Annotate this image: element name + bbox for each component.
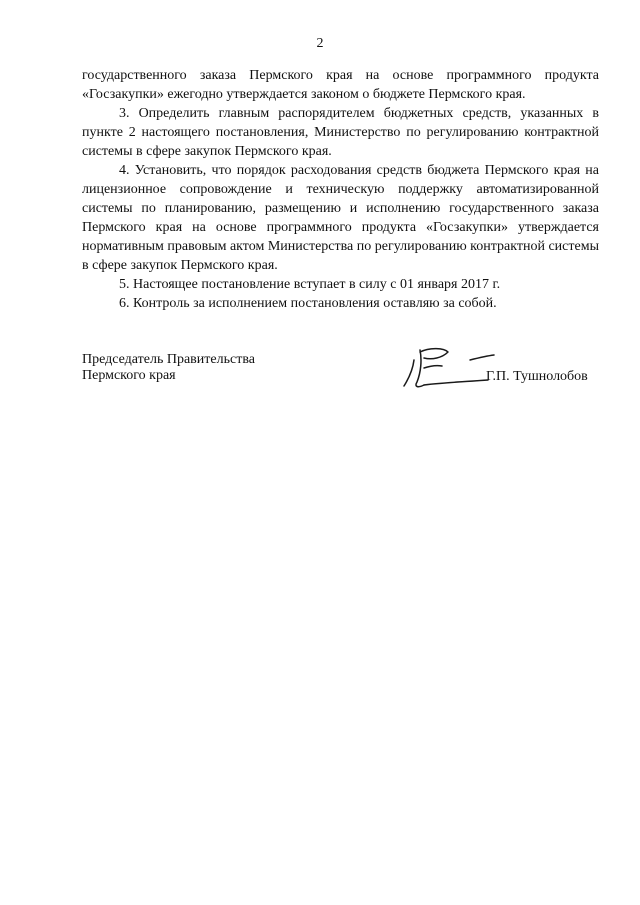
position-line-2: Пермского края (82, 368, 176, 383)
handwritten-signature-icon (400, 346, 500, 392)
position-line-1: Председатель Правительства (82, 352, 255, 367)
signatory-position (82, 352, 255, 384)
page-number: 2 (316, 36, 324, 51)
paragraph-continuation: государственного заказа Пермского края на основе программного продукта «Госзакупки» ежегодно утверждается законом о бюджете Пермского края. (82, 68, 599, 102)
signer-name: Г.П. Тушнолобов (486, 369, 588, 384)
paragraph-item-3: 3. Определить главным распорядителем бюджетных средств, указанных в пункте 2 настоящего постановления, Министерство по регулированию контрактной системы в сфере закупок Пермского края. (82, 106, 599, 159)
paragraph-item-5: 5. Настоящее постановление вступает в силу с 01 января 2017 г. (119, 277, 501, 292)
paragraph-item-6: 6. Контроль за исполнением постановления оставляю за собой. (119, 296, 497, 311)
document-body (82, 66, 599, 313)
paragraph-item-4: 4. Установить, что порядок расходования средств бюджета Пермского края на лицензионное сопровождение и техническую поддержку автоматизированной системы по планированию, размещению и исполнению государственного заказа Пермского края на основе программного продукта «Госзакупки» утверждается нормативным правовым актом Министерства по регулированию контрактной системы в сфере закупок Пермского края. (82, 163, 599, 273)
